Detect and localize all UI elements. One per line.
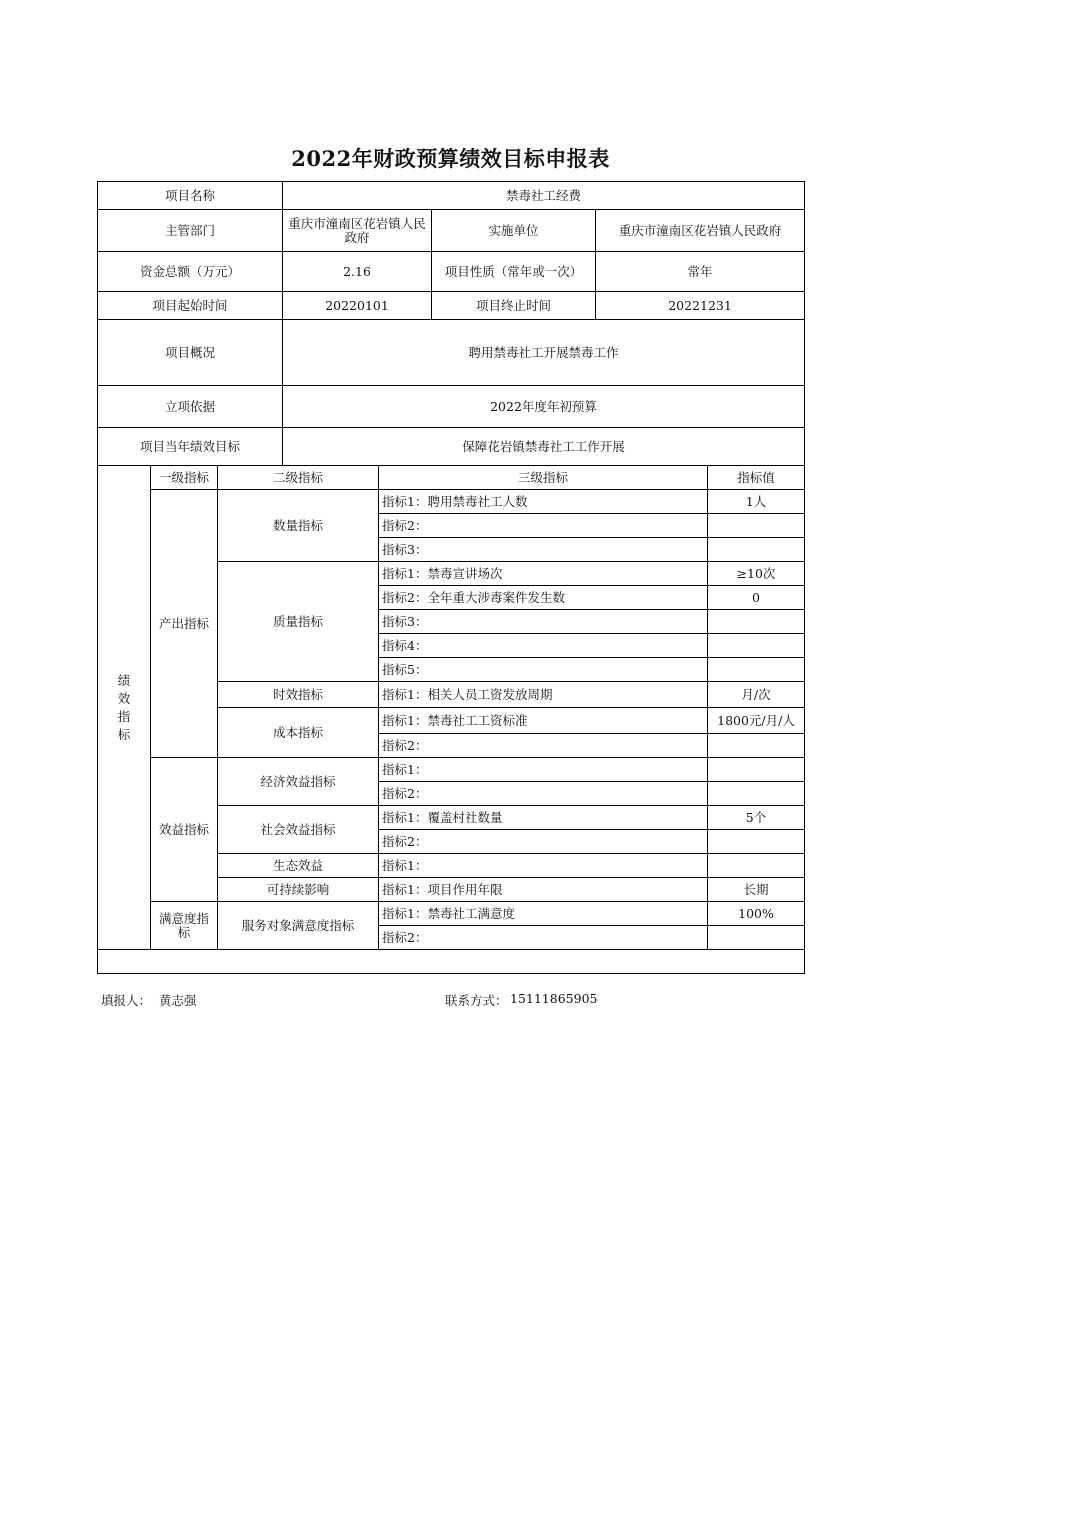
sustainable-indicator-label: 可持续影响 bbox=[218, 878, 379, 902]
indicator-value bbox=[708, 734, 805, 758]
indicator-name: 指标4： bbox=[379, 634, 708, 658]
indicator-value bbox=[708, 926, 805, 950]
indicator-name: 指标1： bbox=[379, 854, 708, 878]
indicator-value bbox=[708, 610, 805, 634]
indicator-value bbox=[708, 634, 805, 658]
project-name-label: 项目名称 bbox=[98, 182, 283, 210]
indicator-name: 指标1：禁毒社工工资标准 bbox=[379, 708, 708, 734]
indicator-name: 指标2： bbox=[379, 830, 708, 854]
indicator-name: 指标3： bbox=[379, 538, 708, 562]
nature-label: 项目性质（常年或一次） bbox=[432, 252, 596, 292]
indicator-name: 指标3： bbox=[379, 610, 708, 634]
indicator-value: 月/次 bbox=[708, 682, 805, 708]
goal-label: 项目当年绩效目标 bbox=[98, 428, 283, 466]
indicator-value: ≥10次 bbox=[708, 562, 805, 586]
project-info-table bbox=[97, 181, 805, 466]
indicator-value: 长期 bbox=[708, 878, 805, 902]
header-level2: 二级指标 bbox=[218, 466, 379, 490]
indicator-value bbox=[708, 782, 805, 806]
cost-indicator-label: 成本指标 bbox=[218, 708, 379, 758]
overview-label: 项目概况 bbox=[98, 320, 283, 386]
indicator-value: 100% bbox=[708, 902, 805, 926]
indicator-name: 指标1：相关人员工资发放周期 bbox=[379, 682, 708, 708]
start-value: 20220101 bbox=[283, 292, 432, 320]
quantity-indicator-label: 数量指标 bbox=[218, 490, 379, 562]
basis-label: 立项依据 bbox=[98, 386, 283, 428]
fund-label: 资金总额（万元） bbox=[98, 252, 283, 292]
indicator-value bbox=[708, 830, 805, 854]
end-label: 项目终止时间 bbox=[432, 292, 596, 320]
indicator-name: 指标2： bbox=[379, 514, 708, 538]
economic-indicator-label: 经济效益指标 bbox=[218, 758, 379, 806]
performance-side-label: 绩效指标 bbox=[98, 466, 151, 950]
indicator-value bbox=[708, 854, 805, 878]
indicator-name: 指标1：覆盖村社数量 bbox=[379, 806, 708, 830]
indicator-value: 5个 bbox=[708, 806, 805, 830]
indicator-value bbox=[708, 658, 805, 682]
contact-value: 15111865905 bbox=[510, 991, 598, 1006]
indicator-value bbox=[708, 758, 805, 782]
output-indicator-label: 产出指标 bbox=[151, 490, 218, 758]
header-value: 指标值 bbox=[708, 466, 805, 490]
indicator-value: 1800元/月/人 bbox=[708, 708, 805, 734]
indicator-value bbox=[708, 538, 805, 562]
nature-value: 常年 bbox=[596, 252, 805, 292]
reporter-name: 黄志强 bbox=[159, 993, 197, 1008]
reporter-label: 填报人： bbox=[101, 993, 152, 1008]
blank-row bbox=[98, 950, 805, 974]
indicator-table bbox=[97, 465, 805, 974]
header-level3: 三级指标 bbox=[379, 466, 708, 490]
header-level1: 一级指标 bbox=[151, 466, 218, 490]
indicator-name: 指标2： bbox=[379, 782, 708, 806]
ecological-indicator-label: 生态效益 bbox=[218, 854, 379, 878]
indicator-name: 指标1： bbox=[379, 758, 708, 782]
page-title: 2022年财政预算绩效目标申报表 bbox=[291, 146, 610, 171]
indicator-name: 指标5： bbox=[379, 658, 708, 682]
service-satisfaction-label: 服务对象满意度指标 bbox=[218, 902, 379, 950]
benefit-indicator-label: 效益指标 bbox=[151, 758, 218, 902]
satisfaction-indicator-label: 满意度指标 bbox=[151, 902, 218, 950]
indicator-name: 指标1：禁毒社工满意度 bbox=[379, 902, 708, 926]
goal-value: 保障花岩镇禁毒社工工作开展 bbox=[283, 428, 805, 466]
social-indicator-label: 社会效益指标 bbox=[218, 806, 379, 854]
end-value: 20221231 bbox=[596, 292, 805, 320]
dept-value: 重庆市潼南区花岩镇人民政府 bbox=[283, 210, 432, 252]
indicator-name: 指标2： bbox=[379, 926, 708, 950]
timeliness-indicator-label: 时效指标 bbox=[218, 682, 379, 708]
unit-value: 重庆市潼南区花岩镇人民政府 bbox=[596, 210, 805, 252]
indicator-name: 指标2：全年重大涉毒案件发生数 bbox=[379, 586, 708, 610]
indicator-name: 指标1：聘用禁毒社工人数 bbox=[379, 490, 708, 514]
unit-label: 实施单位 bbox=[432, 210, 596, 252]
indicator-name: 指标1：项目作用年限 bbox=[379, 878, 708, 902]
basis-value: 2022年度年初预算 bbox=[283, 386, 805, 428]
quality-indicator-label: 质量指标 bbox=[218, 562, 379, 682]
dept-label: 主管部门 bbox=[98, 210, 283, 252]
start-label: 项目起始时间 bbox=[98, 292, 283, 320]
indicator-value: 0 bbox=[708, 586, 805, 610]
project-name-value: 禁毒社工经费 bbox=[283, 182, 805, 210]
indicator-value: 1人 bbox=[708, 490, 805, 514]
contact-label: 联系方式： bbox=[445, 993, 508, 1008]
overview-value: 聘用禁毒社工开展禁毒工作 bbox=[283, 320, 805, 386]
indicator-name: 指标2： bbox=[379, 734, 708, 758]
fund-value: 2.16 bbox=[283, 252, 432, 292]
indicator-value bbox=[708, 514, 805, 538]
indicator-name: 指标1：禁毒宣讲场次 bbox=[379, 562, 708, 586]
